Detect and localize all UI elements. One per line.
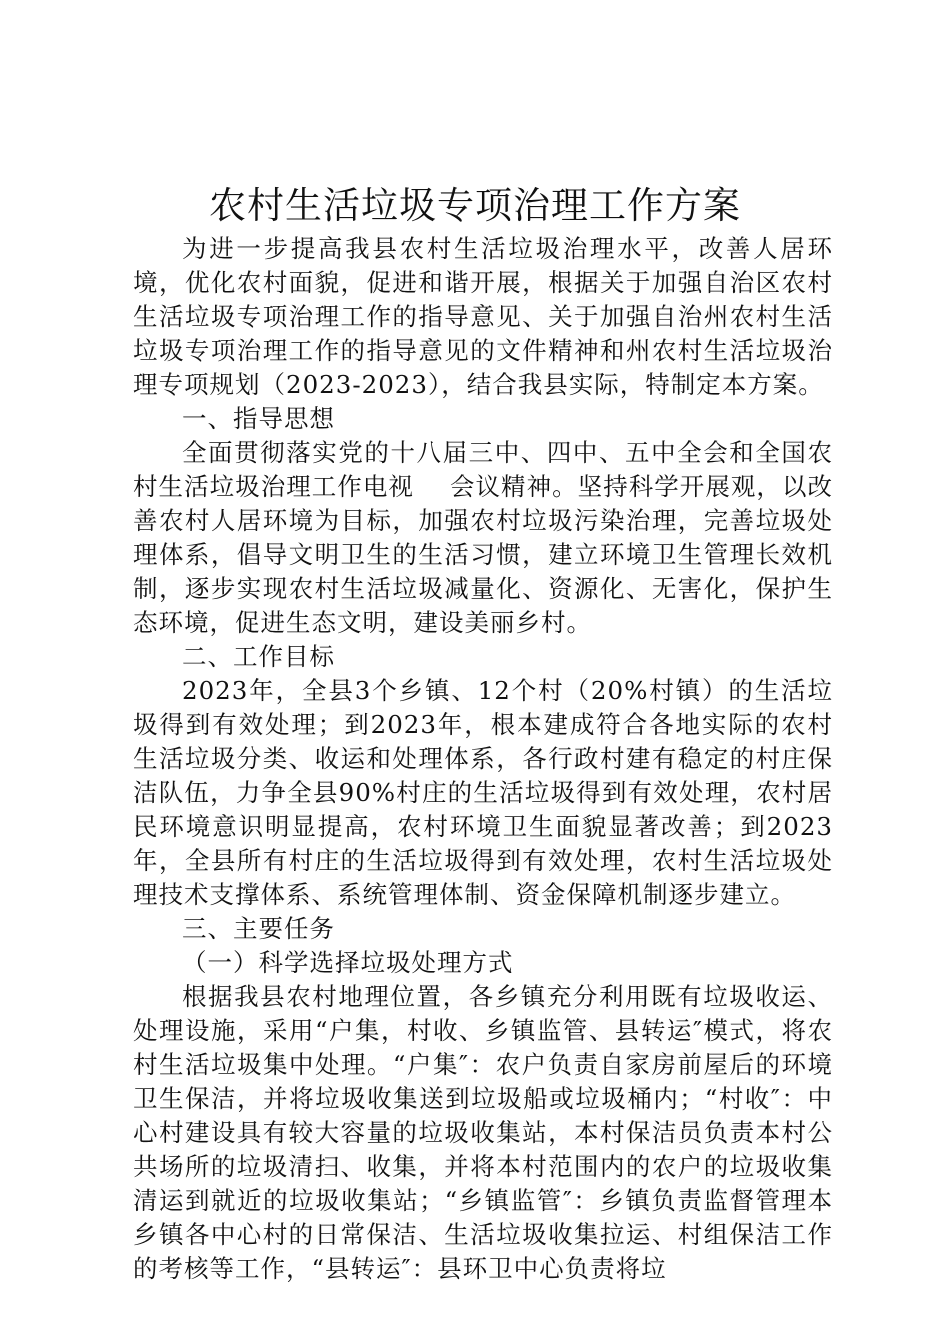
section-paragraph-guiding-ideology-part-b: 会议精神。坚持科学开展观，以改善农村人居环境为目标，加强农村垃圾污染治理，完善垃圾处理体系，倡导文明卫生的生活习惯，建立环境卫生管理长效机制，逐步实现农村生活垃圾减量化、资源化、无害化，保护生态环境，促进生态文明，建设美丽乡村。 [133, 472, 833, 637]
document-title: 农村生活垃圾专项治理工作方案 [209, 184, 741, 227]
intro-paragraph: 为进一步提高我县农村生活垃圾治理水平，改善人居环境，优化农村面貌，促进和谐开展，根据关于加强自治区农村生活垃圾专项治理工作的指导意见、关于加强自治州农村生活垃圾专项治理工作的指导意见的文件精神和州农村生活垃圾治理专项规划（2023-2023），结合我县实际，特制定本方案。 [133, 234, 833, 399]
subsection-paragraph-waste-method: 根据我县农村地理位置，各乡镇充分利用既有垃圾收运、处理设施，采用“户集，村收、乡镇监管、县转运″模式，将农村生活垃圾集中处理。“户集″：农户负责自家房前屋后的环境卫生保洁，并将垃圾收集送到垃圾船或垃圾桶内；“村收″：中心村建设具有较大容量的垃圾收集站，本村保洁员负责本村公共场所的垃圾清扫、收集，并将本村范围内的农户的垃圾收集清运到就近的垃圾收集站；“乡镇监管″：乡镇负责监督管理本乡镇各中心村的日常保洁、生活垃圾收集拉运、村组保洁工作的考核等工作，“县转运″：县环卫中心负责将垃 [133, 982, 833, 1283]
document-body [133, 232, 833, 1286]
section-heading-work-goals: 二、工作目标 [182, 642, 335, 671]
section-paragraph-work-goals: 2023年，全县3个乡镇、12个村（20%村镇）的生活垃圾得到有效处理；到2023年，根本建成符合各地实际的农村生活垃圾分类、收运和处理体系，各行政村建有稳定的村庄保洁队伍，力争全县90%村庄的生活垃圾得到有效处理，农村居民环境意识明显提高，农村环境卫生面貌显著改善；到2023年，全县所有村庄的生活垃圾得到有效处理，农村生活垃圾处理技术支撑体系、系统管理体制、资金保障机制逐步建立。 [133, 676, 833, 909]
section-heading-main-tasks: 三、主要任务 [182, 914, 335, 943]
section-paragraph-guiding-ideology [133, 436, 833, 640]
section-paragraph-guiding-ideology-part-a: 全面贯彻落实党的十八届三中、四中、五中全会和全国农村生活垃圾治理工作电视 [133, 438, 833, 501]
section-heading-guiding-ideology: 一、指导思想 [182, 404, 335, 433]
subsection-heading-waste-method: （一）科学选择垃圾处理方式 [182, 948, 514, 977]
